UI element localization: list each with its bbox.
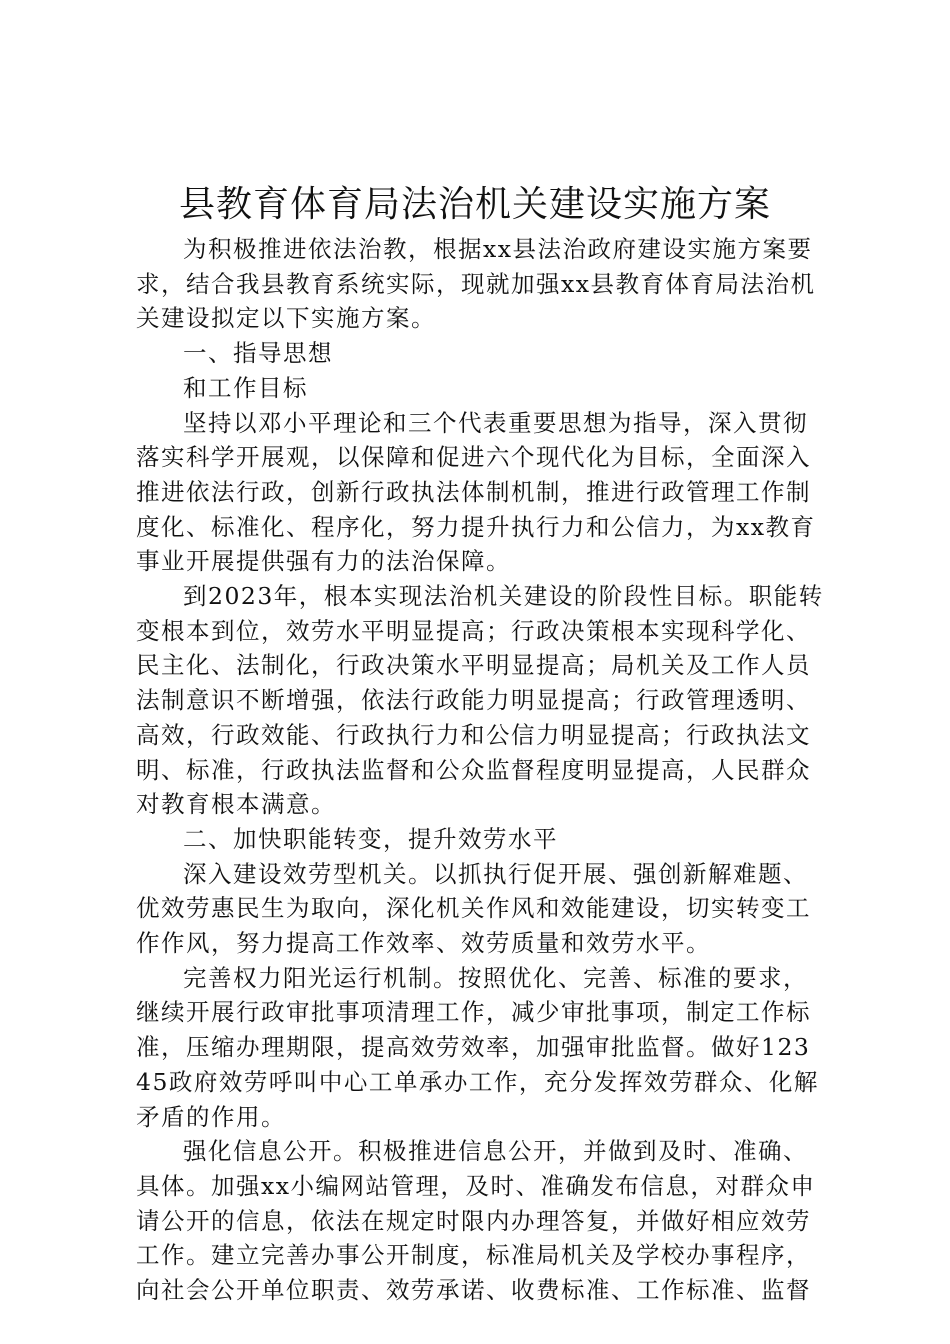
paragraph-guiding-principle: 坚持以邓小平理论和三个代表重要思想为指导，深入贯彻落实科学开展观，以保障和促进六个现代化为目标，全面深入推进依法行政，创新行政执法体制机制，推进行政管理工作制度化、标准化、程序化，努力提升执行力和公信力，为xx教育事业开展提供强有力的法治保障。 [136,408,816,576]
paragraph-intro: 为积极推进依法治教，根据xx县法治政府建设实施方案要求，结合我县教育系统实际，现就加强xx县教育体育局法治机关建设拟定以下实施方案。 [136,235,816,333]
document-body [136,232,826,1308]
section-heading-work-goals: 和工作目标 [183,373,308,402]
section-heading-function-transformation: 二、加快职能转变，提升效劳水平 [183,824,558,853]
paragraph-power-mechanism: 完善权力阳光运行机制。按照优化、完善、标准的要求，继续开展行政审批事项清理工作，减少审批事项，制定工作标准，压缩办理期限，提高效劳效率，加强审批监督。做好12345政府效劳呼叫中心工单承办工作，充分发挥效劳群众、化解矛盾的作用。 [136,963,819,1131]
section-heading-guiding-thought: 一、指导思想 [183,339,333,368]
paragraph-2023-goals: 到2023年，根本实现法治机关建设的阶段性目标。职能转变根本到位，效劳水平明显提高；行政决策根本实现科学化、民主化、法制化，行政决策水平明显提高；局机关及工作人员法制意识不断增强，依法行政能力明显提高；行政管理透明、高效，行政效能、行政执行力和公信力明显提高；行政执法文明、标准，行政执法监督和公众监督程度明显提高，人民群众对教育根本满意。 [136,582,824,819]
paragraph-service-organ: 深入建设效劳型机关。以抓执行促开展、强创新解难题、优效劳惠民生为取向，深化机关作风和效能建设，切实转变工作作风，努力提高工作效率、效劳质量和效劳水平。 [136,859,811,958]
paragraph-information-disclosure: 强化信息公开。积极推进信息公开，并做到及时、准确、具体。加强xx小编网站管理，及时、准确发布信息，对群众申请公开的信息，依法在规定时限内办理答复，并做好相应效劳工作。建立完善办事公开制度，标准局机关及学校办事程序，向社会公开单位职责、效劳承诺、收费标准、工作标准、监督 [136,1137,816,1305]
document-title: 县教育体育局法治机关建设实施方案 [178,184,771,225]
